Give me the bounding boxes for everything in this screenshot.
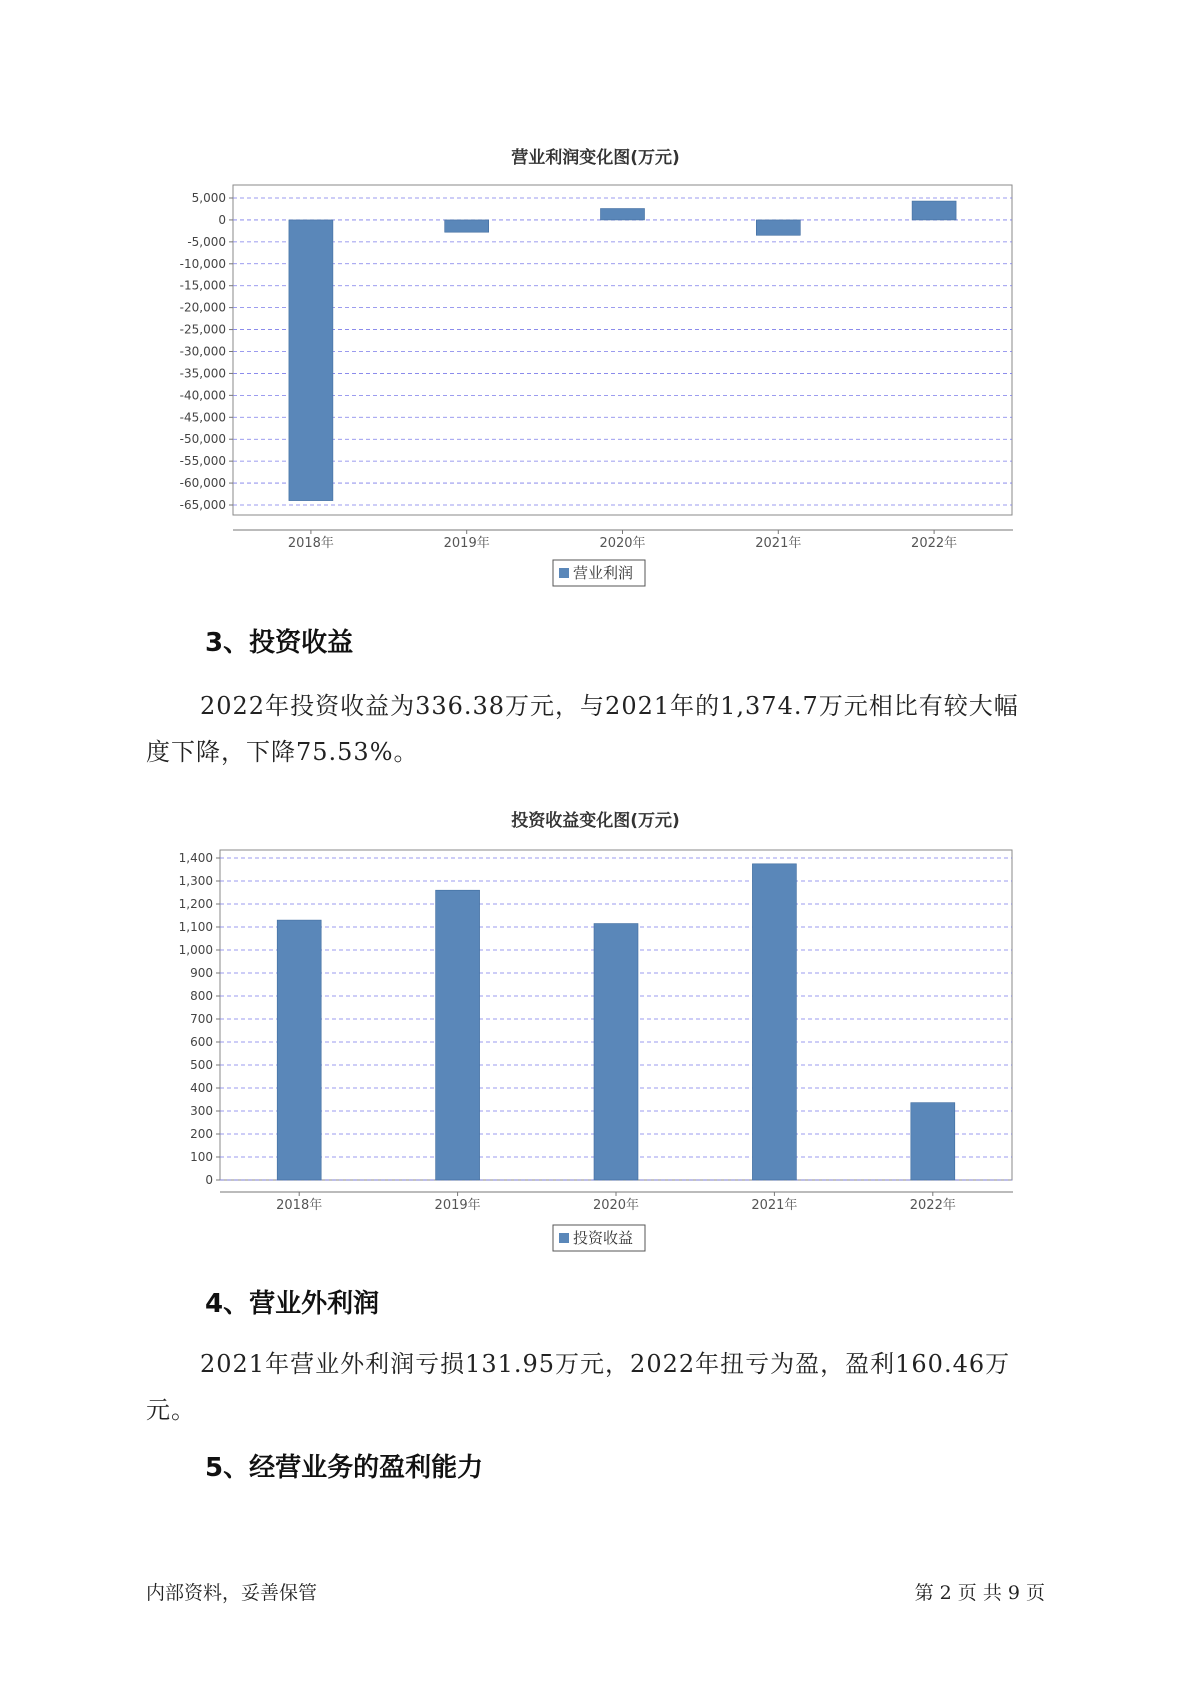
- y-tick-label: 900: [190, 966, 213, 980]
- x-tick-label: 2018年: [287, 536, 334, 551]
- y-tick-label: 200: [190, 1127, 213, 1141]
- y-tick-label: 500: [190, 1058, 213, 1072]
- y-tick-label: 1,400: [178, 851, 213, 865]
- paragraph-line: 元。: [146, 1396, 196, 1424]
- y-tick-label: -50,000: [179, 432, 226, 447]
- y-tick-label: 1,200: [178, 897, 213, 911]
- y-tick-label: 700: [190, 1012, 213, 1026]
- y-tick-label: -30,000: [179, 344, 226, 359]
- bar: [594, 924, 638, 1180]
- x-tick-label: 2022年: [909, 1198, 956, 1213]
- legend-label: 投资收益: [573, 1229, 634, 1247]
- y-tick-label: -40,000: [179, 388, 226, 403]
- legend-label: 营业利润: [573, 564, 634, 582]
- y-tick-label: 0: [205, 1173, 213, 1187]
- y-tick-label: -25,000: [179, 322, 226, 337]
- x-tick-label: 2021年: [751, 1198, 798, 1213]
- y-tick-label: -60,000: [179, 476, 226, 491]
- y-tick-label: -15,000: [179, 278, 226, 293]
- x-tick-label: 2019年: [434, 1198, 481, 1213]
- x-tick-label: 2020年: [592, 1198, 640, 1213]
- x-tick-label: 2018年: [276, 1198, 323, 1213]
- y-tick-label: 100: [190, 1150, 213, 1164]
- x-tick-label: 2020年: [599, 536, 646, 551]
- y-tick-label: -20,000: [179, 300, 226, 315]
- y-tick-label: -65,000: [179, 498, 226, 512]
- y-tick-label: -45,000: [179, 410, 226, 425]
- bar: [277, 920, 321, 1180]
- chart-title: 营业利润变化图(万元): [511, 148, 680, 168]
- legend-swatch: [559, 1233, 569, 1243]
- y-tick-label: -5,000: [187, 234, 226, 249]
- bar: [752, 864, 796, 1180]
- x-tick-label: 2019年: [443, 536, 490, 551]
- x-tick-label: 2022年: [911, 536, 958, 551]
- y-tick-label: -35,000: [179, 366, 226, 381]
- y-tick-label: 400: [190, 1081, 213, 1095]
- chart-title: 投资收益变化图(万元): [511, 811, 680, 831]
- y-tick-label: 800: [190, 989, 213, 1003]
- y-tick-label: 1,100: [178, 920, 213, 934]
- section-3-heading: 3、投资收益: [205, 628, 354, 658]
- y-tick-label: 300: [190, 1104, 213, 1118]
- paragraph-line: 2022年投资收益为336.38万元，与2021年的1,374.7万元相比有较大幅: [200, 692, 1019, 720]
- section-5-heading: 5、经营业务的盈利能力: [205, 1453, 484, 1483]
- paragraph-line: 度下降，下降75.53%。: [146, 738, 419, 766]
- footer-page-number: 第 2 页 共 9 页: [914, 1582, 1045, 1604]
- x-tick-label: 2021年: [755, 536, 802, 551]
- y-tick-label: 5,000: [191, 191, 226, 205]
- y-tick-label: 0: [218, 212, 226, 227]
- bar: [911, 1103, 955, 1180]
- bar: [436, 890, 480, 1180]
- y-tick-label: -55,000: [179, 454, 226, 469]
- section-4-paragraph: [146, 1341, 1066, 1433]
- y-tick-label: 1,300: [178, 874, 213, 888]
- y-tick-label: 1,000: [178, 943, 213, 957]
- footer-confidential-note: 内部资料，妥善保管: [146, 1582, 318, 1604]
- section-4-heading: 4、营业外利润: [205, 1289, 380, 1319]
- y-tick-label: 600: [190, 1035, 213, 1049]
- paragraph-line: 2021年营业外利润亏损131.95万元，2022年扭亏为盈，盈利160.46万: [200, 1350, 1011, 1378]
- y-tick-label: -10,000: [179, 256, 226, 271]
